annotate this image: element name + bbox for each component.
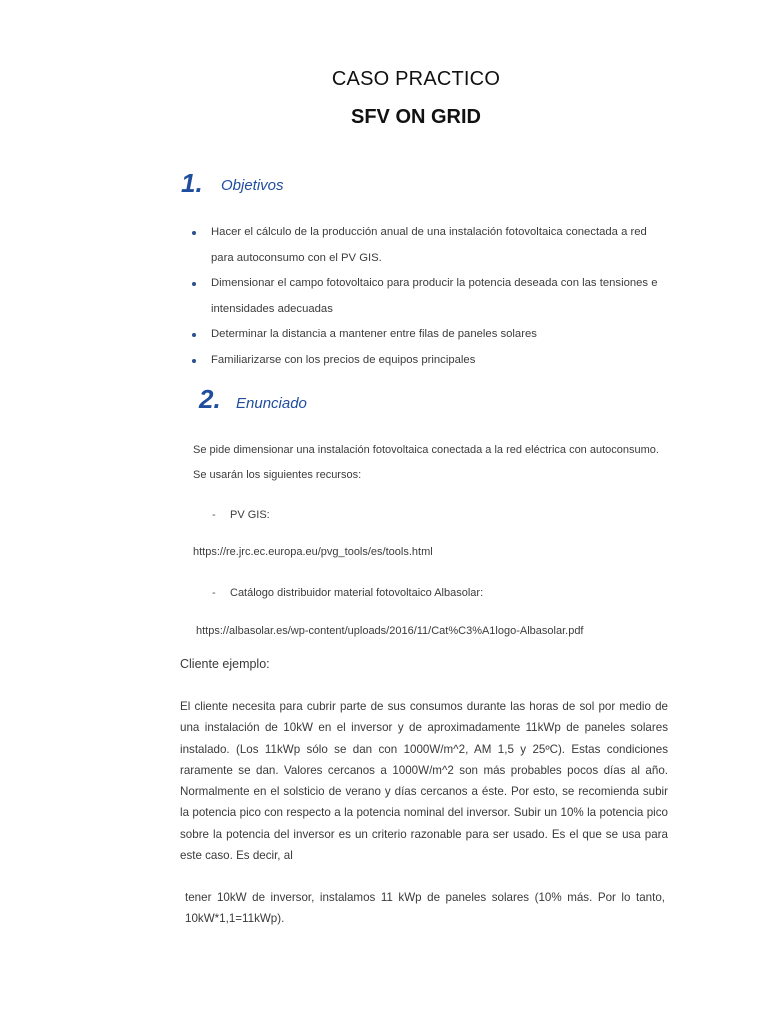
intro-line-2: Se usarán los siguientes recursos: [193,469,362,481]
client-paragraph-continuation: tener 10kW de inversor, instalamos 11 kWp de paneles solares (10% más. Por lo tanto, 10kW*1,1=11kWp). [185,891,665,926]
list-item [190,220,670,271]
section-2-number: 2. [199,384,221,414]
section-2-heading [199,384,221,415]
document-subtitle: SFV ON GRID [350,106,481,128]
resource-2-dash: - [212,587,216,599]
section-2-title: Enunciado [236,395,307,412]
client-heading: Cliente ejemplo: [180,657,270,671]
resource-1-label: PV GIS: [230,509,270,521]
list-item [190,322,670,348]
objectives-list [190,220,670,373]
bullet-icon [192,359,196,363]
list-item-text: Hacer el cálculo de la producción anual de una instalación fotovoltaica conectada a red para autoconsumo con el PV GIS. [211,226,647,264]
section-1-heading [181,168,203,199]
list-item-text: Familiarizarse con los precios de equipos principales [211,353,476,366]
section-1-number: 1. [181,168,203,198]
list-item-text: Dimensionar el campo fotovoltaico para producir la potencia deseada con las tensiones e intensidades adecuadas [211,277,658,315]
resource-2-label: Catálogo distribuidor material fotovoltaico Albasolar: [230,587,484,599]
list-item-text: Determinar la distancia a mantener entre filas de paneles solares [211,328,537,340]
list-item [190,271,670,322]
resource-1-dash: - [212,509,216,521]
intro-line-1: Se pide dimensionar una instalación fotovoltaica conectada a la red eléctrica con autoconsumo. [193,444,659,456]
section-1-title: Objetivos [221,177,284,194]
resource-1-link[interactable]: https://re.jrc.ec.europa.eu/pvg_tools/es/tools.html [193,546,433,558]
client-paragraph: El cliente necesita para cubrir parte de sus consumos durante las horas de sol por medio de una instalación de 10kW en el inversor y de aproximadamente 11kWp de paneles solares instalado. (Los 11kWp sólo se dan con 1000W/m^2, AM 1,5 y 25ºC). Estas condiciones raramente se dan. Valores cercanos a 1000W/m^2 son más probables pocos días al año. Normalmente en el solsticio de verano y días cercanos a éste. Por esto, se recomienda subir la potencia pico con respecto a la potencia nominal del inversor. Subir un 10% la potencia pico sobre la potencia del inversor es un criterio razonable para ser usado. Es el que se usa para este caso. Es decir, al [180,700,668,863]
bullet-icon [192,333,196,337]
list-item [190,348,670,374]
resource-2-link[interactable]: https://albasolar.es/wp-content/uploads/2016/11/Cat%C3%A1logo-Albasolar.pdf [196,625,584,637]
bullet-icon [192,231,196,235]
document-title: CASO PRACTICO [331,68,501,90]
bullet-icon [192,282,196,286]
